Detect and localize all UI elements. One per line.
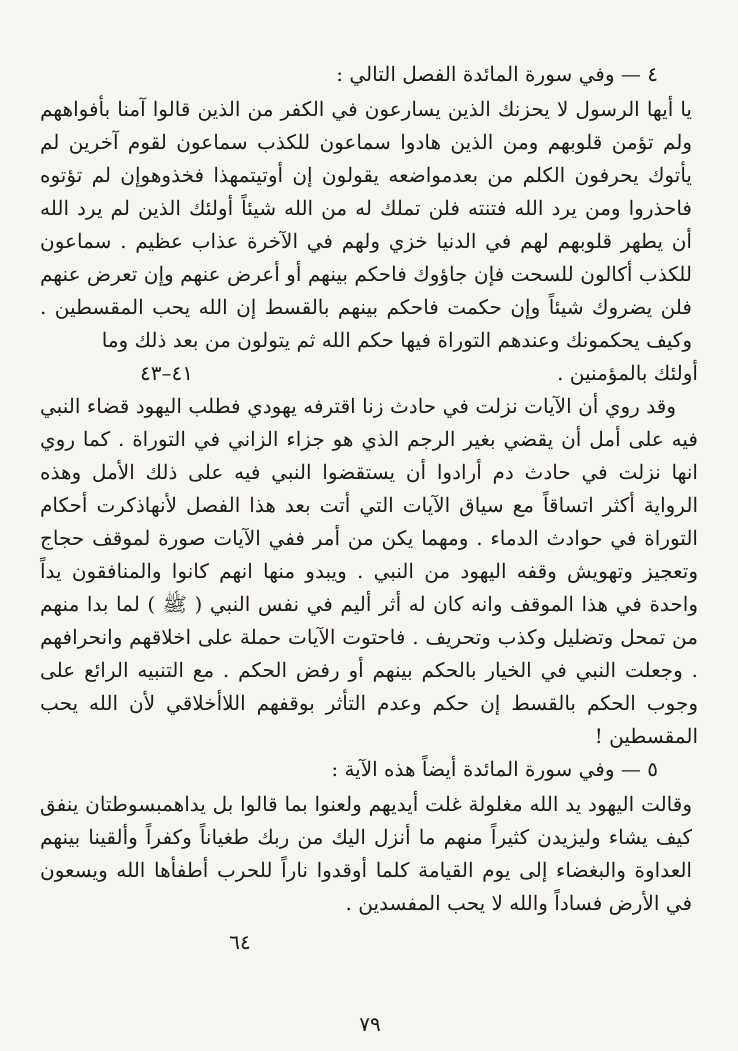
section-4-verse: يا أيها الرسول لا يحزنك الذين يسارعون في الكفر من الذين قالوا آمنا بأفواههم ولم تؤمن قلوبهم ومن الذين هادوا سماعون للكذب سماعون لقوم آخرين لم يأتوك يحرفون الكلم من بعدمواضعه يقولون إن أوتيتمهذا فخذوهوإن لم تؤتوه فاحذروا ومن يرد الله فتنته فلن تملك له من الله شيئاً أولئك الذين لم يرد الله أن يطهر قلوبهم لهم في الدنيا خزي ولهم في الآخرة عذاب عظيم . سماعون للكذب أكالون للسحت فإن جاؤوك فاحكم بينهم أو أعرض عنهم وإن تعرض عنهم فلن يضروك شيئاً وإن حكمت فاحكم بينهم بالقسط إن الله يحب المقسطين . وكيف يحكمونك وعندهم التوراة فيها حكم الله ثم يتولون من بعد ذلك وما bbox=[40, 97, 692, 352]
section-5-verse: وقالت اليهود يد الله مغلولة غلت أيديهم ولعنوا بما قالوا بل يداهمبسوطتان ينفق كيف يشاء وليزيدن كثيراً منهم ما أنزل اليك من ربك طغياناً وكفراً وألقينا بينهم العداوة والبغضاء إلى يوم القيامة كلما أوقدوا ناراً للحرب أطفأها الله ويسعون في الأرض فساداً والله لا يحب المفسدين . bbox=[40, 792, 692, 915]
original-folio-number: ٦٤ bbox=[229, 930, 251, 954]
section-5-heading: ٥ — وفي سورة المائدة أيضاً هذه الآية : bbox=[331, 757, 658, 781]
section-4-heading: ٤ — وفي سورة المائدة الفصل التالي : bbox=[336, 62, 658, 86]
section-4-verse-reference: ٤١–٤٣ bbox=[140, 361, 193, 385]
page-body bbox=[40, 58, 698, 920]
commentary-paragraph: وقد روي أن الآيات نزلت في حادث زنا اقترفه يهودي فطلب اليهود قضاء النبي فيه على أمل أن يقضي بغير الرجم الذي هو جزاء الزاني في التوراة . كما روي انها نزلت في حادث دم أرادوا أن يستقضوا النبي فيه على ذلك الأمل وهذه الرواية أكثر اتساقاً مع سياق الآيات التي أتت بعد هذا الفصل لأنهاذكرت أحكام التوراة في حوادث الدماء . ومهما يكن من أمر ففي الآيات صورة لموقف حجاج وتعجيز وتهويش وقفه اليهود من النبي . ويبدو منها انهم كانوا والمنافقون يداً واحدة في هذا الموقف وانه كان له أثر أليم في نفس النبي ( ﷺ ) لما بدا منهم من تمحل وتضليل وكذب وتحريف . فاحتوت الآيات حملة على اخلاقهم وانحرافهم . وجعلت النبي في الخيار بالحكم بينهم أو رفض الحكم . مع التنبيه الرائع على وجوب الحكم بالقسط إن حكم وعدم التأثر بوقفهم اللاأخلاقي لأن الله يحب المقسطين ! bbox=[40, 394, 698, 748]
section-4-verse-end: أولئك بالمؤمنين . bbox=[557, 361, 698, 385]
page-number: ٧٩ bbox=[359, 1012, 381, 1036]
section-4-verse-end-line bbox=[40, 357, 698, 390]
